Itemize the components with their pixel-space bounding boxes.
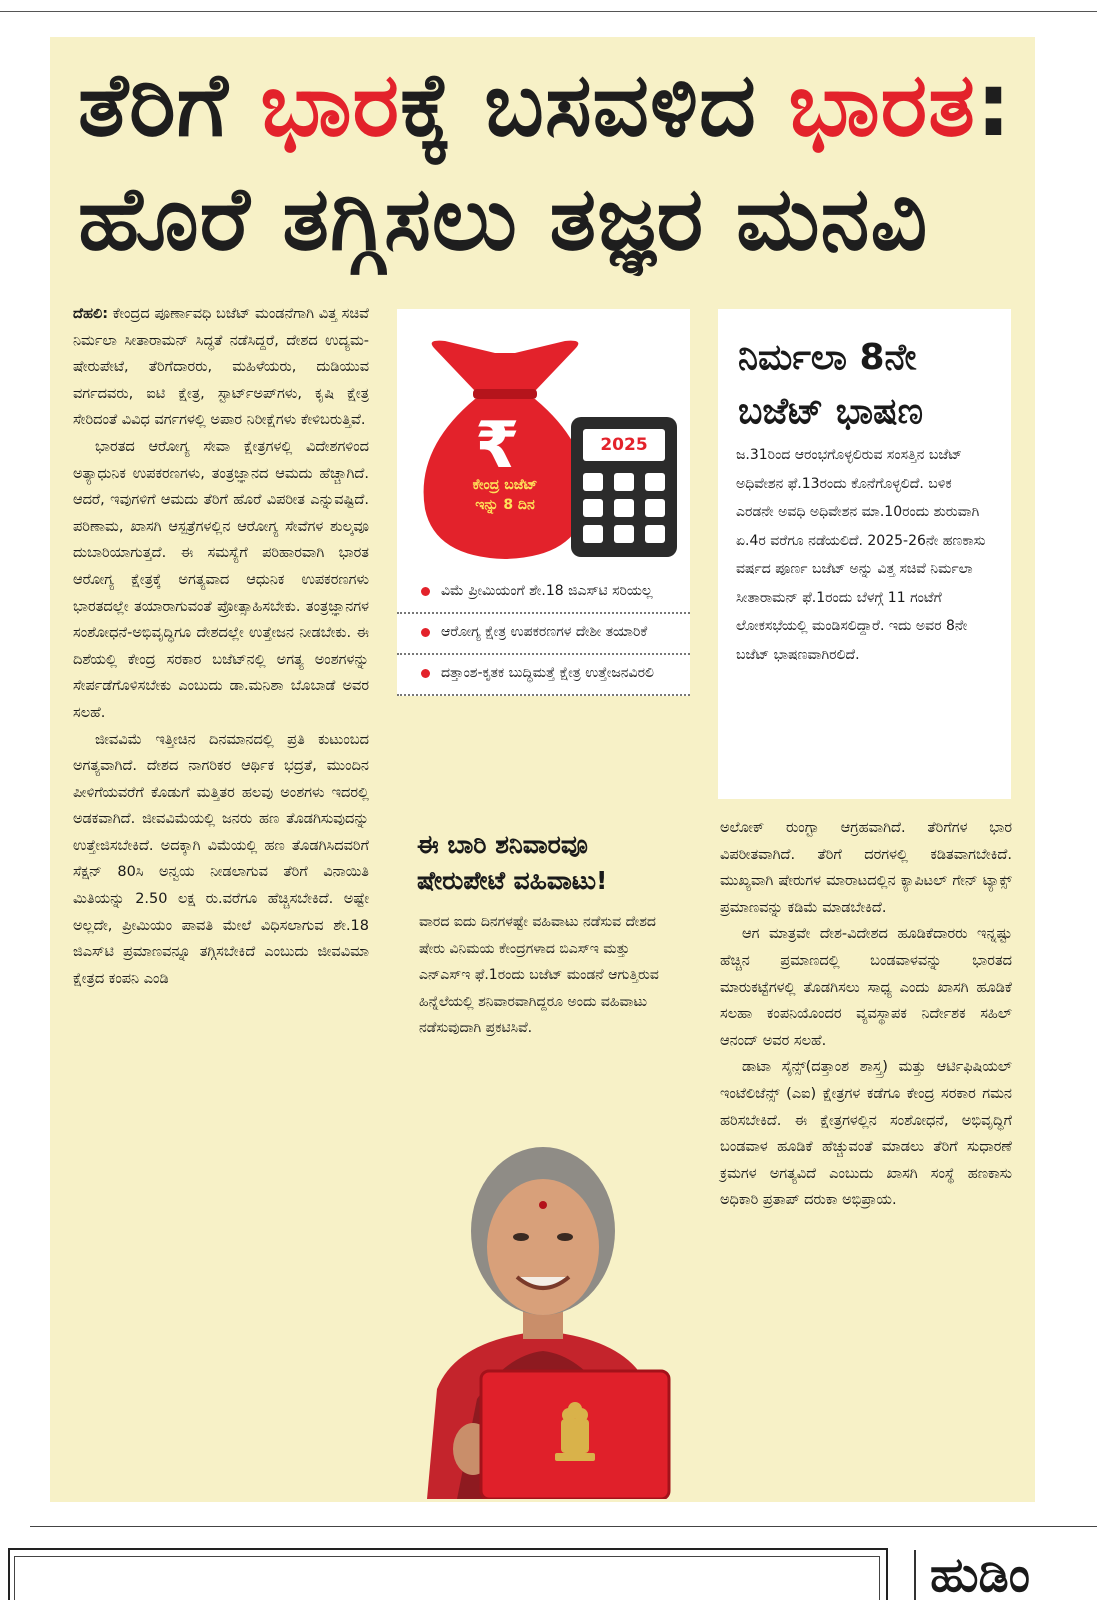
list-item: ಆರೋಗ್ಯ ಕ್ಷೇತ್ರ ಉಪಕರಣಗಳ ದೇಶೀ ತಯಾರಿಕೆ bbox=[397, 614, 690, 655]
finance-minister-photo bbox=[397, 1119, 690, 1499]
right-paragraph-2: ಆಗ ಮಾತ್ರವೇ ದೇಶ-ವಿದೇಶದ ಹೂಡಿಕೆದಾರರು ಇನ್ನಷ್ಟು ಹೆಚ್ಚಿನ ಪ್ರಮಾಣದಲ್ಲಿ ಬಂಡವಾಳವನ್ನು ಭಾರತದ ಮಾರುಕಟ್ಟೆಗಳಲ್ಲಿ ತೊಡಗಿಸಲು ಸಾಧ್ಯ ಎಂದು ಖಾಸಗಿ ಹೂಡಿಕೆ ಸಲಹಾ ಕಂಪನಿಯೊಂದರ ವ್ಯವಸ್ಥಾಪಕ ನಿರ್ದೇಶಕ ಸಹಿಲ್ ಆನಂದ್ ಅವರ ಸಲಹೆ. bbox=[720, 926, 1012, 1049]
rupee-symbol: ₹ bbox=[475, 409, 520, 483]
left-paragraph-3: ಜೀವವಿಮೆ ಇತ್ತೀಚಿನ ದಿನಮಾನದಲ್ಲಿ ಪ್ರತಿ ಕುಟುಂಬದ ಅಗತ್ಯವಾಗಿದೆ. ದೇಶದ ನಾಗರಿಕರ ಆರ್ಥಿಕ ಭದ್ರತೆ, ಮುಂದಿನ ಪೀಳಿಗೆಯವರೆಗೆ ಕೊಡುಗೆ ಮತ್ತಿತರ ಹಲವು ಅಂಶಗಳು ಇದರಲ್ಲಿ ಅಡಕವಾಗಿದೆ. ಜೀವವಿಮೆಯಲ್ಲಿ ಜನರು ಹಣ ತೊಡಗಿಸುವುದನ್ನು ಉತ್ತೇಜಿಸಬೇಕಿದೆ. ಅದಕ್ಕಾಗಿ ವಿಮೆಯಲ್ಲಿ ಹಣ ತೊಡಗಿಸಿದವರಿಗೆ ಸೆಕ್ಷನ್ 80ಸಿ ಅನ್ವಯ ನೀಡಲಾಗುವ ತೆರಿಗೆ ವಿನಾಯಿತಿ ಮಿತಿಯನ್ನು 2.50 ಲಕ್ಷ ರು.ವರೆಗೂ ಹೆಚ್ಚಿಸಬೇಕಿದೆ. ಅಷ್ಟೇ ಅಲ್ಲದೇ, ಪ್ರೀಮಿಯಂ ಪಾವತಿ ಮೇಲೆ ವಿಧಿಸಲಾಗುವ ಶೇ.18 ಜಿಎಸ್‌ಟಿ ಪ್ರಮಾಣವನ್ನೂ ತಗ್ಗಿಸಬೇಕಿದೆ ಎಂಬುದು ಜೀವವಿಮಾ ಕ್ಷೇತ್ರದ ಕಂಪನಿ ಎಂಡಿ bbox=[73, 731, 369, 987]
headline-line-1: ತೆರಿಗೆ ಭಾರಕ್ಕೆ ಬಸವಳಿದ ಭಾರತ: bbox=[78, 53, 1013, 156]
top-page-rule bbox=[0, 0, 1097, 12]
next-article-headline: ಹುಡಿಂ bbox=[930, 1547, 1031, 1600]
share-market-body: ವಾರದ ಐದು ದಿನಗಳಷ್ಟೇ ವಹಿವಾಟು ನಡೆಸುವ ದೇಶದ ಷೇರು ವಿನಿಮಯ ಕೇಂದ್ರಗಳಾದ ಬಿಎಸ್‌ಇ ಮತ್ತು ಎನ್‌ಎಸ್‌ಇ ಫೆ.1ರಂದು ಬಜೆಟ್ ಮಂಡನೆ ಆಗುತ್ತಿರುವ ಹಿನ್ನೆಲೆಯಲ್ಲಿ ಶನಿವಾರವಾಗಿದ್ದರೂ ಅಂದು ವಹಿವಾಟು ನಡೆಸುವುದಾಗಿ ಪ್ರಕಟಿಸಿವೆ. bbox=[419, 914, 659, 1037]
column-separator bbox=[914, 1550, 916, 1600]
list-item: ವಿಮೆ ಪ್ರೀಮಿಯಂಗೆ ಶೇ.18 ಜಿಎಸ್‌ಟಿ ಸರಿಯಲ್ಲ bbox=[397, 573, 690, 614]
budget-speech-title: ನಿರ್ಮಲಾ 8ನೇ ಬಜೆಟ್ ಭಾಷಣ bbox=[738, 337, 924, 432]
left-paragraph-2: ಭಾರತದ ಆರೋಗ್ಯ ಸೇವಾ ಕ್ಷೇತ್ರಗಳಲ್ಲಿ ವಿದೇಶಗಳಿಂದ ಅತ್ಯಾಧುನಿಕ ಉಪಕರಣಗಳು, ತಂತ್ರಜ್ಞಾನದ ಆಮದು ಹೆಚ್ಚಾಗಿದೆ. ಆದರೆ, ಇವುಗಳಿಗೆ ಆಮದು ತೆರಿಗೆ ಹೊರೆ ವಿಪರೀತ ಎನ್ನುವಷ್ಟಿದೆ. ಪರಿಣಾಮ, ಖಾಸಗಿ ಆಸ್ಪತ್ರೆಗಳಲ್ಲಿನ ಆರೋಗ್ಯ ಸೇವೆಗಳ ಶುಲ್ಕವೂ ದುಬಾರಿಯಾಗುತ್ತದೆ. ಈ ಸಮಸ್ಯೆಗೆ ಪರಿಹಾರವಾಗಿ ಭಾರತ ಆರೋಗ್ಯ ಕ್ಷೇತ್ರಕ್ಕೆ ಅಗತ್ಯವಾದ ಆಧುನಿಕ ಉಪಕರಣಗಳು ಭಾರತದಲ್ಲೇ ತಯಾರಾಗುವಂತೆ ಪ್ರೋತ್ಸಾಹಿಸಬೇಕು. ತಂತ್ರಜ್ಞಾನಗಳ ಸಂಶೋಧನೆ-ಅಭಿವೃದ್ಧಿಗೂ ದೇಶದಲ್ಲೇ ಉತ್ತೇಜನ ನೀಡಬೇಕು. ಈ ದಿಶೆಯಲ್ಲಿ ಕೇಂದ್ರ ಸರಕಾರ ಬಜೆಟ್‌ನಲ್ಲಿ ಅಗತ್ಯ ಅಂಶಗಳನ್ನು ಸೇರ್ಪಡೆಗೊಳಿಸಬೇಕು ಎಂಬುದು ಡಾ.ಮನಿಶಾ ಬೊಬಾಡೆ ಅವರ ಸಲಹೆ. bbox=[73, 438, 369, 721]
right-article-column bbox=[720, 815, 1012, 1214]
money-bag-icon bbox=[415, 329, 595, 561]
next-article-frame-inner bbox=[14, 1556, 880, 1600]
left-article-column bbox=[73, 301, 369, 992]
budget-speech-box bbox=[718, 309, 1011, 799]
dateline: ದೆಹಲಿ: bbox=[73, 306, 109, 322]
right-paragraph-3: ಡಾಟಾ ಸೈನ್ಸ್(ದತ್ತಾಂಶ ಶಾಸ್ತ್ರ) ಮತ್ತು ಆರ್ಟಿಫಿಷಿಯಲ್ ಇಂಟೆಲಿಜೆನ್ಸ್ (ಎಐ) ಕ್ಷೇತ್ರಗಳ ಕಡೆಗೂ ಕೇಂದ್ರ ಸರಕಾರ ಗಮನ ಹರಿಸಬೇಕಿದೆ. ಈ ಕ್ಷೇತ್ರಗಳಲ್ಲಿನ ಸಂಶೋಧನೆ, ಅಭಿವೃದ್ಧಿಗೆ ಬಂಡವಾಳ ಹೂಡಿಕೆ ಹೆಚ್ಚುವಂತೆ ಮಾಡಲು ತೆರಿಗೆ ಸುಧಾರಣೆ ಕ್ರಮಗಳ ಅಗತ್ಯವಿದೆ ಎಂಬುದು ಖಾಸಗಿ ಸಂಸ್ಥೆ ಹಣಕಾಸು ಅಧಿಕಾರಿ ಪ್ರತಾಪ್ ದರುಕಾ ಅಭಿಪ್ರಾಯ. bbox=[720, 1059, 1012, 1209]
news-page bbox=[50, 37, 1035, 1502]
headline-red-word-1: ಭಾರ bbox=[260, 53, 401, 156]
budget-infographic bbox=[397, 309, 690, 1499]
budget-expectations-list bbox=[397, 573, 690, 696]
left-paragraph-1: ದೆಹಲಿ: ಕೇಂದ್ರದ ಪೂರ್ಣಾವಧಿ ಬಜೆಟ್ ಮಂಡನೆಗಾಗಿ ವಿತ್ತ ಸಚಿವೆ ನಿರ್ಮಲಾ ಸೀತಾರಾಮನ್ ಸಿದ್ಧತೆ ನಡೆಸಿದ್ದರೆ, ದೇಶದ ಉದ್ಯಮ-ಷೇರುಪೇಟೆ, ತೆರಿಗೆದಾರರು, ಮಹಿಳೆಯರು, ದುಡಿಯುವ ವರ್ಗದವರು, ಐಟಿ ಕ್ಷೇತ್ರ, ಸ್ಟಾರ್ಟ್‌ಅಪ್‌ಗಳು, ಕೃಷಿ ಕ್ಷೇತ್ರ ಸೇರಿದಂತೆ ವಿವಿಧ ವರ್ಗಗಳಲ್ಲಿ ಅಪಾರ ನಿರೀಕ್ಷೆಗಳು ಕೇಳಿಬರುತ್ತಿವೆ. bbox=[73, 306, 370, 429]
budget-speech-body: ಜ.31ರಿಂದ ಆರಂಭಗೊಳ್ಳಲಿರುವ ಸಂಸತ್ತಿನ ಬಜೆಟ್ ಅಧಿವೇಶನ ಫೆ.13ರಂದು ಕೊನೆಗೊಳ್ಳಲಿದೆ. ಬಳಿಕ ಎರಡನೇ ಅವಧಿ ಅಧಿವೇಶನ ಮಾ.10ರಂದು ಶುರುವಾಗಿ ಏ.4ರ ವರೆಗೂ ನಡೆಯಲಿದೆ. 2025-26ನೇ ಹಣಕಾಸು ವರ್ಷದ ಪೂರ್ಣ ಬಜೆಟ್ ಅನ್ನು ವಿತ್ತ ಸಚಿವೆ ನಿರ್ಮಲಾ ಸೀತಾರಾಮನ್ ಫೆ.1ರಂದು ಬೆಳಗ್ಗೆ 11 ಗಂಟೆಗೆ ಲೋಕಸಭೆಯಲ್ಲಿ ಮಂಡಿಸಲಿದ್ದಾರೆ. ಇದು ಅವರ 8ನೇ ಬಜೆಟ್ ಭಾಷಣವಾಗಿರಲಿದೆ. bbox=[736, 447, 986, 663]
calculator-year: 2025 bbox=[600, 435, 648, 455]
bag-label-line-2: ಇನ್ನು 8 ದಿನ bbox=[475, 497, 535, 513]
bottom-page-rule bbox=[30, 1526, 1097, 1527]
bag-label-line-1: ಕೇಂದ್ರ ಬಜೆಟ್ bbox=[472, 477, 538, 493]
headline-line-2: ಹೊರೆ ತಗ್ಗಿಸಲು ತಜ್ಞರ ಮನವಿ bbox=[78, 167, 929, 270]
right-paragraph-1: ಅಲೋಕ್ ರುಂಗ್ಟಾ ಆಗ್ರಹವಾಗಿದೆ. ತೆರಿಗೆಗಳ ಭಾರ ವಿಪರೀತವಾಗಿದೆ. ತೆರಿಗೆ ದರಗಳಲ್ಲಿ ಕಡಿತವಾಗಬೇಕಿದೆ. ಮುಖ್ಯವಾಗಿ ಷೇರುಗಳ ಮಾರಾಟದಲ್ಲಿನ ಕ್ಯಾಪಿಟಲ್ ಗೇನ್ ಟ್ಯಾಕ್ಸ್ ಪ್ರಮಾಣವನ್ನು ಕಡಿಮೆ ಮಾಡಬೇಕಿದೆ. bbox=[720, 820, 1012, 916]
share-market-title: ಈ ಬಾರಿ ಶನಿವಾರವೂ ಷೇರುಪೇಟೆ ವಹಿವಾಟು! bbox=[417, 830, 608, 895]
headline-red-word-2: ಭಾರತ bbox=[788, 53, 976, 156]
bullet-dot-icon bbox=[421, 669, 430, 678]
list-item: ದತ್ತಾಂಶ-ಕೃತಕ ಬುದ್ಧಿಮತ್ತೆ ಕ್ಷೇತ್ರ ಉತ್ತೇಜನವಿರಲಿ bbox=[397, 655, 690, 696]
infographic-header bbox=[397, 309, 690, 573]
bullet-dot-icon bbox=[421, 587, 430, 596]
bullet-dot-icon bbox=[421, 628, 430, 637]
